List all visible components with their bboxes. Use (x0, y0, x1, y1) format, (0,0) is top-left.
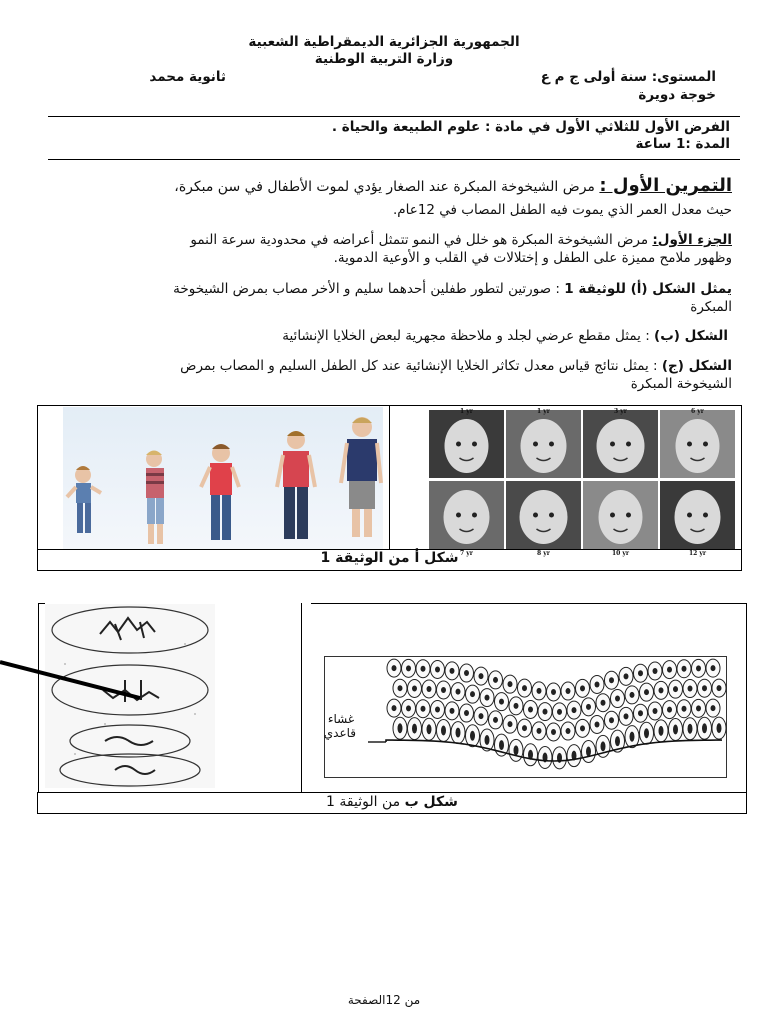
epithelial-cell (495, 693, 509, 711)
epithelial-cell (712, 717, 726, 739)
dividing-cell (60, 754, 200, 786)
epithelial-cell (692, 659, 706, 677)
epithelial-cell (634, 704, 648, 722)
epithelial-cell (460, 664, 474, 682)
epithelial-cell (451, 683, 465, 701)
divider (48, 159, 740, 160)
epithelial-cell (524, 700, 538, 718)
progeria-face-photo (506, 481, 581, 549)
figure-b-caption-rest: من الوثيقة 1 (326, 794, 405, 810)
epithelial-cell (431, 661, 445, 679)
age-label: 1 yr (460, 408, 473, 415)
exercise-intro-text: مرض الشيخوخة المبكرة عند الصغار يؤدي لموت الأطفال في سن مبكرة، (174, 179, 600, 195)
age-label: 3 yr (614, 408, 627, 415)
epithelial-cell (654, 681, 668, 699)
epithelial-cell (576, 719, 590, 737)
child-figure (201, 444, 239, 540)
basal-membrane-label-line2: قاعدي (323, 726, 356, 740)
progeria-face-photo (660, 481, 735, 549)
fig-a-description (52, 280, 732, 298)
epithelial-cell (640, 683, 654, 701)
epithelial-cell (582, 741, 596, 763)
figure-b-right-edge (746, 603, 747, 793)
epithelial-cell (706, 699, 720, 717)
epithelial-cell (683, 718, 697, 740)
figure-b-divider (301, 603, 302, 793)
age-label: 12 yr (688, 550, 707, 557)
epithelial-cell (663, 701, 677, 719)
child-figure (146, 451, 164, 545)
part-one-label: الجزء الأول: (652, 232, 732, 248)
epithelial-cell (698, 717, 712, 739)
epithelial-cell (393, 679, 407, 697)
epithelial-cell (393, 717, 407, 739)
epithelial-cell (422, 680, 436, 698)
epithelial-cell (648, 702, 662, 720)
epithelial-cell (524, 744, 538, 766)
epithelial-cell (437, 719, 451, 741)
epithelial-cell (625, 686, 639, 704)
exam-title: الفرض الأول للثلاثي الأول في مادة : علوم الطبيعة والحياة . (331, 119, 730, 135)
exam-duration: المدة :1 ساعة (635, 136, 730, 152)
epithelial-cell (582, 698, 596, 716)
epithelial-cell (466, 685, 480, 703)
age-label: 8 yr (537, 550, 550, 557)
figure-b-top-tick (38, 603, 45, 604)
fig-c-text: : يمثل نتائج قياس معدل تكاثر الخلايا الإنشائية عند كل الطفل السليم و المصاب بمرض (180, 358, 662, 374)
epithelial-cell (640, 722, 654, 744)
fig-a-label: يمثل الشكل (أ) للوثيقة 1 (564, 281, 732, 297)
epithelial-cell (576, 679, 590, 697)
page-number: من 12الصفحة (347, 993, 421, 1007)
part-one (52, 231, 732, 249)
epithelial-cell (402, 699, 416, 717)
epithelial-cell (698, 679, 712, 697)
epithelial-cell (648, 662, 662, 680)
epithelial-cell (596, 694, 610, 712)
divider (48, 116, 740, 117)
figure-a-caption: شكل أ من الوثيقة 1 (320, 550, 459, 566)
epithelial-cell (466, 725, 480, 747)
fig-a-description-line2: المبكرة (690, 299, 732, 315)
fig-b-description (48, 327, 728, 345)
exercise-intro-line2: حيث معدل العمر الذي يموت فيه الطفل المصاب في 12عام. (392, 202, 732, 218)
epithelial-cell (509, 739, 523, 761)
epithelial-cell (634, 664, 648, 682)
epithelial-cell (387, 659, 401, 677)
school-name-line2: خوجة دويرة (638, 87, 716, 103)
epithelial-cell (590, 675, 604, 693)
epithelial-cell (387, 699, 401, 717)
figure-a-divider (389, 405, 390, 550)
epithelial-cell (474, 667, 488, 685)
epithelial-cell (451, 722, 465, 744)
skin-cross-section-drawing (324, 656, 727, 778)
epithelial-cell (567, 745, 581, 767)
progeria-face-photo (429, 481, 504, 549)
level-label: المستوى: سنة أولى ج م ع (540, 69, 716, 85)
part-one-line2: وظهور ملامح مميزة على الطفل و إختلالات في القلب و الأوعية الدموية. (333, 250, 732, 266)
epithelial-cell (480, 689, 494, 707)
progeria-face-photo (506, 410, 581, 478)
age-label: 7 yr (460, 550, 473, 557)
epithelial-cell (408, 718, 422, 740)
epithelial-cell (489, 671, 503, 689)
child-figure (341, 417, 381, 537)
basal-membrane-label (323, 712, 356, 740)
age-label: 1 yr (537, 408, 550, 415)
pointer-line (0, 650, 150, 702)
epithelial-cell (518, 719, 532, 737)
epithelial-cell (422, 718, 436, 740)
epithelial-cell (605, 711, 619, 729)
epithelial-cell (431, 701, 445, 719)
epithelial-cell (547, 683, 561, 701)
progeria-face-photo (583, 410, 658, 478)
fig-c-label: الشكل (ج) (661, 358, 732, 374)
epithelial-cell (561, 682, 575, 700)
part-one-text: مرض الشيخوخة المبكرة هو خلل في النمو تتمثل أعراضه في محدودية سرعة النمو (190, 232, 653, 248)
epithelial-cell (416, 700, 430, 718)
progeria-child-photos (428, 407, 736, 557)
age-label: 10 yr (611, 550, 630, 557)
fig-c-description-line2: الشيخوخة المبكرة (630, 376, 732, 392)
exercise-heading: التمرين الأول : (599, 175, 732, 196)
epithelial-cell (619, 667, 633, 685)
age-label: 6 yr (691, 408, 704, 415)
epithelial-cell (532, 682, 546, 700)
epithelial-cell (416, 660, 430, 678)
epithelial-cell (677, 660, 691, 678)
epithelial-cell (460, 704, 474, 722)
exercise-intro (52, 176, 732, 197)
epithelial-cell (712, 679, 726, 697)
figure-b-caption-bold: شكل ب (404, 794, 458, 810)
progeria-face-photo (660, 410, 735, 478)
epithelial-cell (408, 679, 422, 697)
school-name: ثانوية محمد (149, 69, 226, 85)
epithelial-cell (561, 722, 575, 740)
child-figure (67, 466, 101, 533)
epithelial-cell (518, 679, 532, 697)
epithelial-cell (669, 718, 683, 740)
epithelial-cell (547, 723, 561, 741)
epithelial-cell (474, 707, 488, 725)
ministry-title: وزارة التربية الوطنية (314, 51, 454, 67)
epithelial-cell (538, 747, 552, 769)
basal-membrane-label-line1: غشاء (327, 712, 355, 726)
epithelial-cell (669, 680, 683, 698)
epithelial-cell (590, 715, 604, 733)
fig-a-text: : صورتين لتطور طفلين أحدهما سليم و الأخر مصاب بمرض الشيخوخة (173, 281, 565, 297)
epithelial-cell (503, 675, 517, 693)
epithelial-cell (567, 701, 581, 719)
dividing-cell (52, 607, 208, 653)
child-figure (277, 431, 315, 539)
republic-title: الجمهورية الجزائرية الديمقراطية الشعبية (248, 34, 520, 50)
epithelial-cell (437, 681, 451, 699)
epithelial-cell (553, 747, 567, 769)
epithelial-cell (553, 703, 567, 721)
progeria-face-photo (583, 481, 658, 549)
healthy-child-growth-photo (63, 407, 383, 549)
epithelial-cell (445, 702, 459, 720)
fig-c-description (52, 357, 732, 375)
epithelial-cell (489, 711, 503, 729)
epithelial-cell (663, 661, 677, 679)
fig-b-label: الشكل (ب) (654, 328, 728, 344)
epithelial-cell (538, 703, 552, 721)
epithelial-cell (619, 707, 633, 725)
epithelial-cell (605, 671, 619, 689)
epithelial-cell (532, 722, 546, 740)
epithelial-cell (611, 690, 625, 708)
epithelial-cell (402, 659, 416, 677)
fig-b-text: : يمثل مقطع عرضي لجلد و ملاحظة مجهرية لبعض الخلايا الإنشائية (282, 328, 655, 344)
epithelial-cell (509, 697, 523, 715)
epithelial-cell (706, 659, 720, 677)
epithelial-cell (445, 662, 459, 680)
figure-b-caption (37, 794, 747, 810)
epithelial-cell (503, 715, 517, 733)
epithelial-cell (677, 700, 691, 718)
epithelial-cell (692, 699, 706, 717)
progeria-face-photo (429, 410, 504, 478)
epithelial-cell (654, 720, 668, 742)
epithelial-cell (683, 680, 697, 698)
figure-b-top-rule (311, 603, 746, 604)
